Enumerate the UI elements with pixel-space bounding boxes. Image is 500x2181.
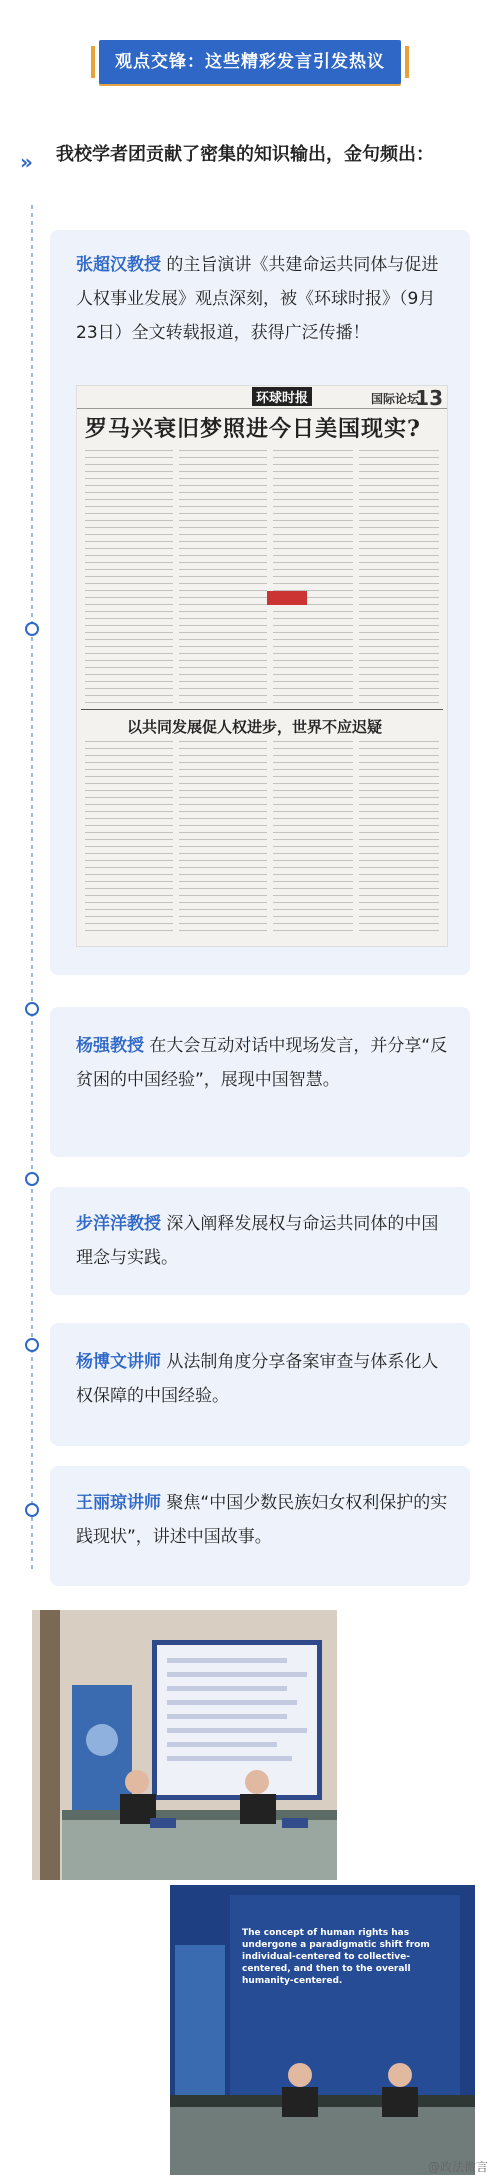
speaker-card-text <box>76 1345 448 1413</box>
chevron-right-icon: » <box>20 150 33 174</box>
speaker-name: 步洋洋教授 <box>76 1214 161 1234</box>
speaker-description: 深入阐释发展权与命运共同体的中国理念与实践。 <box>76 1214 439 1268</box>
newspaper-masthead: 环球时报 <box>252 387 312 406</box>
conference-photo <box>170 1885 475 2175</box>
speaker-card-text <box>76 1029 448 1097</box>
speaker-name: 杨强教授 <box>76 1036 144 1056</box>
timeline-dot <box>25 622 39 636</box>
speaker-card <box>50 1007 470 1157</box>
newspaper-second-headline: 以共同发展促人权进步，世界不应迟疑 <box>127 718 383 736</box>
intro-text: 我校学者团贡献了密集的知识输出，金句频出： <box>56 144 434 165</box>
newspaper-page-number: 13 <box>415 386 443 410</box>
section-title: 观点交锋：这些精彩发言引发热议 <box>99 40 401 84</box>
speaker-card <box>50 1187 470 1295</box>
watermark: @政法微言 <box>427 2160 488 2174</box>
timeline-dot <box>25 1002 39 1016</box>
timeline-dot <box>25 1172 39 1186</box>
newspaper-stamp <box>267 591 307 605</box>
presentation-screen-text: The concept of human rights has undergone a paradigmatic shift from individual-centered to collective-centered, and then to the overall humanity-centered. <box>242 1928 430 1986</box>
speaker-description: 从法制角度分享备案审查与体系化人权保障的中国经验。 <box>76 1352 439 1406</box>
speaker-card-text <box>76 248 448 350</box>
newspaper-section: 国际论坛 <box>370 392 419 406</box>
timeline-dot <box>25 1503 39 1517</box>
timeline-line <box>31 205 33 1570</box>
speaker-card <box>50 1323 470 1446</box>
newspaper-headline: 罗马兴衰旧梦照进今日美国现实? <box>85 416 421 442</box>
speaker-card-text <box>76 1207 448 1275</box>
conference-photo <box>32 1610 337 1880</box>
newspaper-top-bar <box>77 386 447 409</box>
conference-photo-illustration <box>32 1610 337 1880</box>
speaker-description: 聚焦“中国少数民族妇女权利保护的实践现状”，讲述中国故事。 <box>76 1493 448 1547</box>
speaker-name: 杨博文讲师 <box>76 1352 161 1372</box>
speaker-card <box>50 1466 470 1586</box>
speaker-card-text <box>76 1486 448 1554</box>
speaker-description: 在大会互动对话中现场发言，并分享“反贫困的中国经验”，展现中国智慧。 <box>76 1036 448 1090</box>
speaker-name: 王丽琼讲师 <box>76 1493 161 1513</box>
speaker-name: 张超汉教授 <box>76 255 161 275</box>
speaker-description: 的主旨演讲《共建命运共同体与促进人权事业发展》观点深刻，被《环球时报》（9月23日）全文转载报道，获得广泛传播！ <box>76 255 439 343</box>
timeline-dot <box>25 1338 39 1352</box>
newspaper-clipping <box>76 385 448 947</box>
